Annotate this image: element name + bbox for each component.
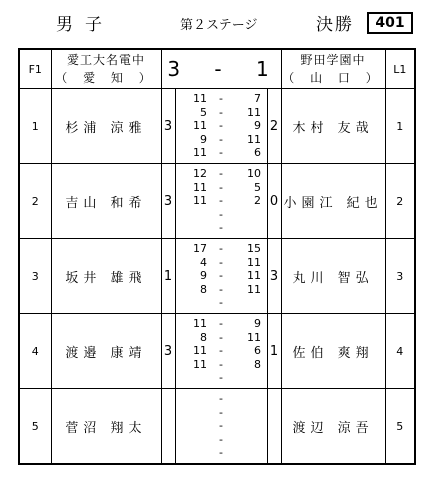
overall-left: 3 (167, 57, 187, 81)
game-score-line (176, 419, 267, 433)
gender-label: 男子 (56, 15, 114, 35)
left-player-name: 菅沼 翔太 (51, 389, 161, 465)
game-score-line (176, 208, 267, 222)
right-player-name: 佐伯 爽翔 (281, 314, 385, 389)
game-dash: - (219, 105, 223, 119)
match-row (19, 239, 415, 314)
game-dash: - (219, 194, 223, 208)
game-right-points: 11 (247, 105, 261, 119)
game-left-points (181, 392, 207, 406)
game-dash: - (219, 92, 223, 106)
game-left-points: 11 (193, 344, 207, 358)
right-player-name: 小園江 紀也 (281, 164, 385, 239)
left-games-won (161, 389, 175, 465)
right-team-code: L1 (385, 49, 415, 89)
game-right-points: 11 (247, 269, 261, 283)
game-left-points: 11 (193, 194, 207, 208)
match-row (19, 314, 415, 389)
game-score-line (176, 106, 267, 120)
game-score-line (176, 92, 267, 106)
match-number-right: 1 (385, 89, 415, 164)
game-score-line (176, 446, 267, 460)
game-left-points (181, 433, 207, 447)
game-right-points: 10 (247, 167, 261, 181)
game-right-points: 2 (254, 194, 261, 208)
game-left-points: 17 (193, 242, 207, 256)
left-player-name: 渡邉 康靖 (51, 314, 161, 389)
game-right-points: 5 (254, 180, 261, 194)
match-number: 5 (19, 389, 51, 465)
right-player-name: 丸川 智弘 (281, 239, 385, 314)
game-score-line (176, 392, 267, 406)
left-player-name: 杉浦 涼雅 (51, 89, 161, 164)
overall-right: 1 (255, 57, 275, 81)
match-number: 2 (19, 164, 51, 239)
left-player-name: 坂井 雄飛 (51, 239, 161, 314)
game-score-line (176, 433, 267, 447)
game-dash: - (219, 405, 223, 419)
right-games-won: 0 (267, 164, 281, 239)
game-left-points (181, 419, 207, 433)
game-dash: - (219, 132, 223, 146)
game-score-line (176, 331, 267, 345)
stage-label: 第２ステージ (180, 18, 258, 33)
game-score-line (176, 221, 267, 235)
game-dash: - (219, 207, 223, 221)
round-label: 決勝 (316, 15, 354, 35)
match-number: 1 (19, 89, 51, 164)
game-dash: - (219, 269, 223, 283)
game-right-points: 9 (254, 119, 261, 133)
game-left-points: 8 (200, 330, 207, 344)
match-number-box: 401 (367, 12, 413, 34)
match-number: 4 (19, 314, 51, 389)
game-scores (175, 389, 267, 465)
match-row (19, 164, 415, 239)
game-score-line (176, 167, 267, 181)
game-score-line (176, 371, 267, 385)
match-number-right: 3 (385, 239, 415, 314)
game-left-points: 11 (193, 180, 207, 194)
overall-score (161, 49, 281, 89)
right-games-won: 2 (267, 89, 281, 164)
game-scores (175, 314, 267, 389)
game-right-points (235, 446, 261, 460)
game-dash: - (219, 146, 223, 160)
right-games-won: 1 (267, 314, 281, 389)
game-score-line (176, 283, 267, 297)
game-score-line (176, 406, 267, 420)
right-games-won: 3 (267, 239, 281, 314)
game-dash: - (219, 221, 223, 235)
right-team-name: 野田学園中 (300, 53, 366, 67)
game-score-line (176, 242, 267, 256)
game-right-points (235, 392, 261, 406)
game-dash: - (219, 167, 223, 181)
right-team-cell (281, 49, 385, 89)
left-games-won: 3 (161, 89, 175, 164)
game-dash: - (219, 180, 223, 194)
game-dash: - (219, 330, 223, 344)
game-left-points: 11 (193, 317, 207, 331)
game-right-points: 6 (254, 146, 261, 160)
match-rows (19, 89, 415, 465)
game-score-line (176, 296, 267, 310)
game-left-points: 11 (193, 146, 207, 160)
left-team-code: F1 (19, 49, 51, 89)
game-left-points: 11 (193, 119, 207, 133)
game-right-points: 15 (247, 242, 261, 256)
game-right-points: 6 (254, 344, 261, 358)
game-score-line (176, 256, 267, 270)
game-left-points: 12 (193, 167, 207, 181)
left-games-won: 1 (161, 239, 175, 314)
game-right-points (235, 419, 261, 433)
game-score-line (176, 344, 267, 358)
game-left-points (181, 296, 207, 310)
game-scores (175, 239, 267, 314)
scoresheet-table (18, 48, 416, 465)
game-score-line (176, 181, 267, 195)
game-dash: - (219, 446, 223, 460)
match-row (19, 389, 415, 465)
game-dash: - (219, 317, 223, 331)
left-team-name: 愛工大名電中 (66, 53, 145, 67)
match-number-right: 5 (385, 389, 415, 465)
game-dash: - (219, 296, 223, 310)
match-number: 3 (19, 239, 51, 314)
game-left-points: 11 (193, 357, 207, 371)
game-left-points (181, 406, 207, 420)
game-dash: - (219, 419, 223, 433)
game-left-points: 11 (193, 92, 207, 106)
game-dash: - (219, 371, 223, 385)
match-number-right: 4 (385, 314, 415, 389)
left-team-cell (51, 49, 161, 89)
game-right-points: 11 (247, 282, 261, 296)
game-right-points (235, 221, 261, 235)
left-player-name: 吉山 和希 (51, 164, 161, 239)
game-right-points (235, 371, 261, 385)
game-scores (175, 89, 267, 164)
game-right-points: 7 (254, 92, 261, 106)
game-left-points (181, 371, 207, 385)
game-right-points (235, 296, 261, 310)
game-right-points: 9 (254, 317, 261, 331)
header-row (19, 49, 415, 89)
game-left-points: 9 (200, 269, 207, 283)
game-dash: - (219, 119, 223, 133)
game-left-points: 4 (200, 255, 207, 269)
game-left-points (181, 221, 207, 235)
right-games-won (267, 389, 281, 465)
game-right-points (235, 208, 261, 222)
left-games-won: 3 (161, 314, 175, 389)
game-score-line (176, 146, 267, 160)
match-number-right: 2 (385, 164, 415, 239)
game-dash: - (219, 357, 223, 371)
right-team-prefecture: （ 山 口 ） (282, 71, 384, 85)
game-scores (175, 164, 267, 239)
game-dash: - (219, 255, 223, 269)
game-right-points (235, 406, 261, 420)
left-team-prefecture: （ 愛 知 ） (55, 71, 157, 85)
game-dash: - (219, 344, 223, 358)
game-score-line (176, 133, 267, 147)
left-games-won: 3 (161, 164, 175, 239)
game-score-line (176, 194, 267, 208)
match-row (19, 89, 415, 164)
game-left-points: 9 (200, 132, 207, 146)
game-left-points: 5 (200, 105, 207, 119)
game-left-points (181, 208, 207, 222)
game-score-line (176, 317, 267, 331)
game-dash: - (219, 432, 223, 446)
game-dash: - (219, 282, 223, 296)
game-dash: - (219, 242, 223, 256)
game-right-points (235, 433, 261, 447)
overall-sep: - (214, 57, 228, 81)
game-right-points: 11 (247, 255, 261, 269)
game-dash: - (219, 392, 223, 406)
right-player-name: 木村 友哉 (281, 89, 385, 164)
game-right-points: 11 (247, 330, 261, 344)
game-left-points: 8 (200, 282, 207, 296)
game-left-points (181, 446, 207, 460)
game-right-points: 11 (247, 132, 261, 146)
game-right-points: 8 (254, 357, 261, 371)
game-score-line (176, 119, 267, 133)
right-player-name: 渡辺 涼吾 (281, 389, 385, 465)
game-score-line (176, 358, 267, 372)
game-score-line (176, 269, 267, 283)
